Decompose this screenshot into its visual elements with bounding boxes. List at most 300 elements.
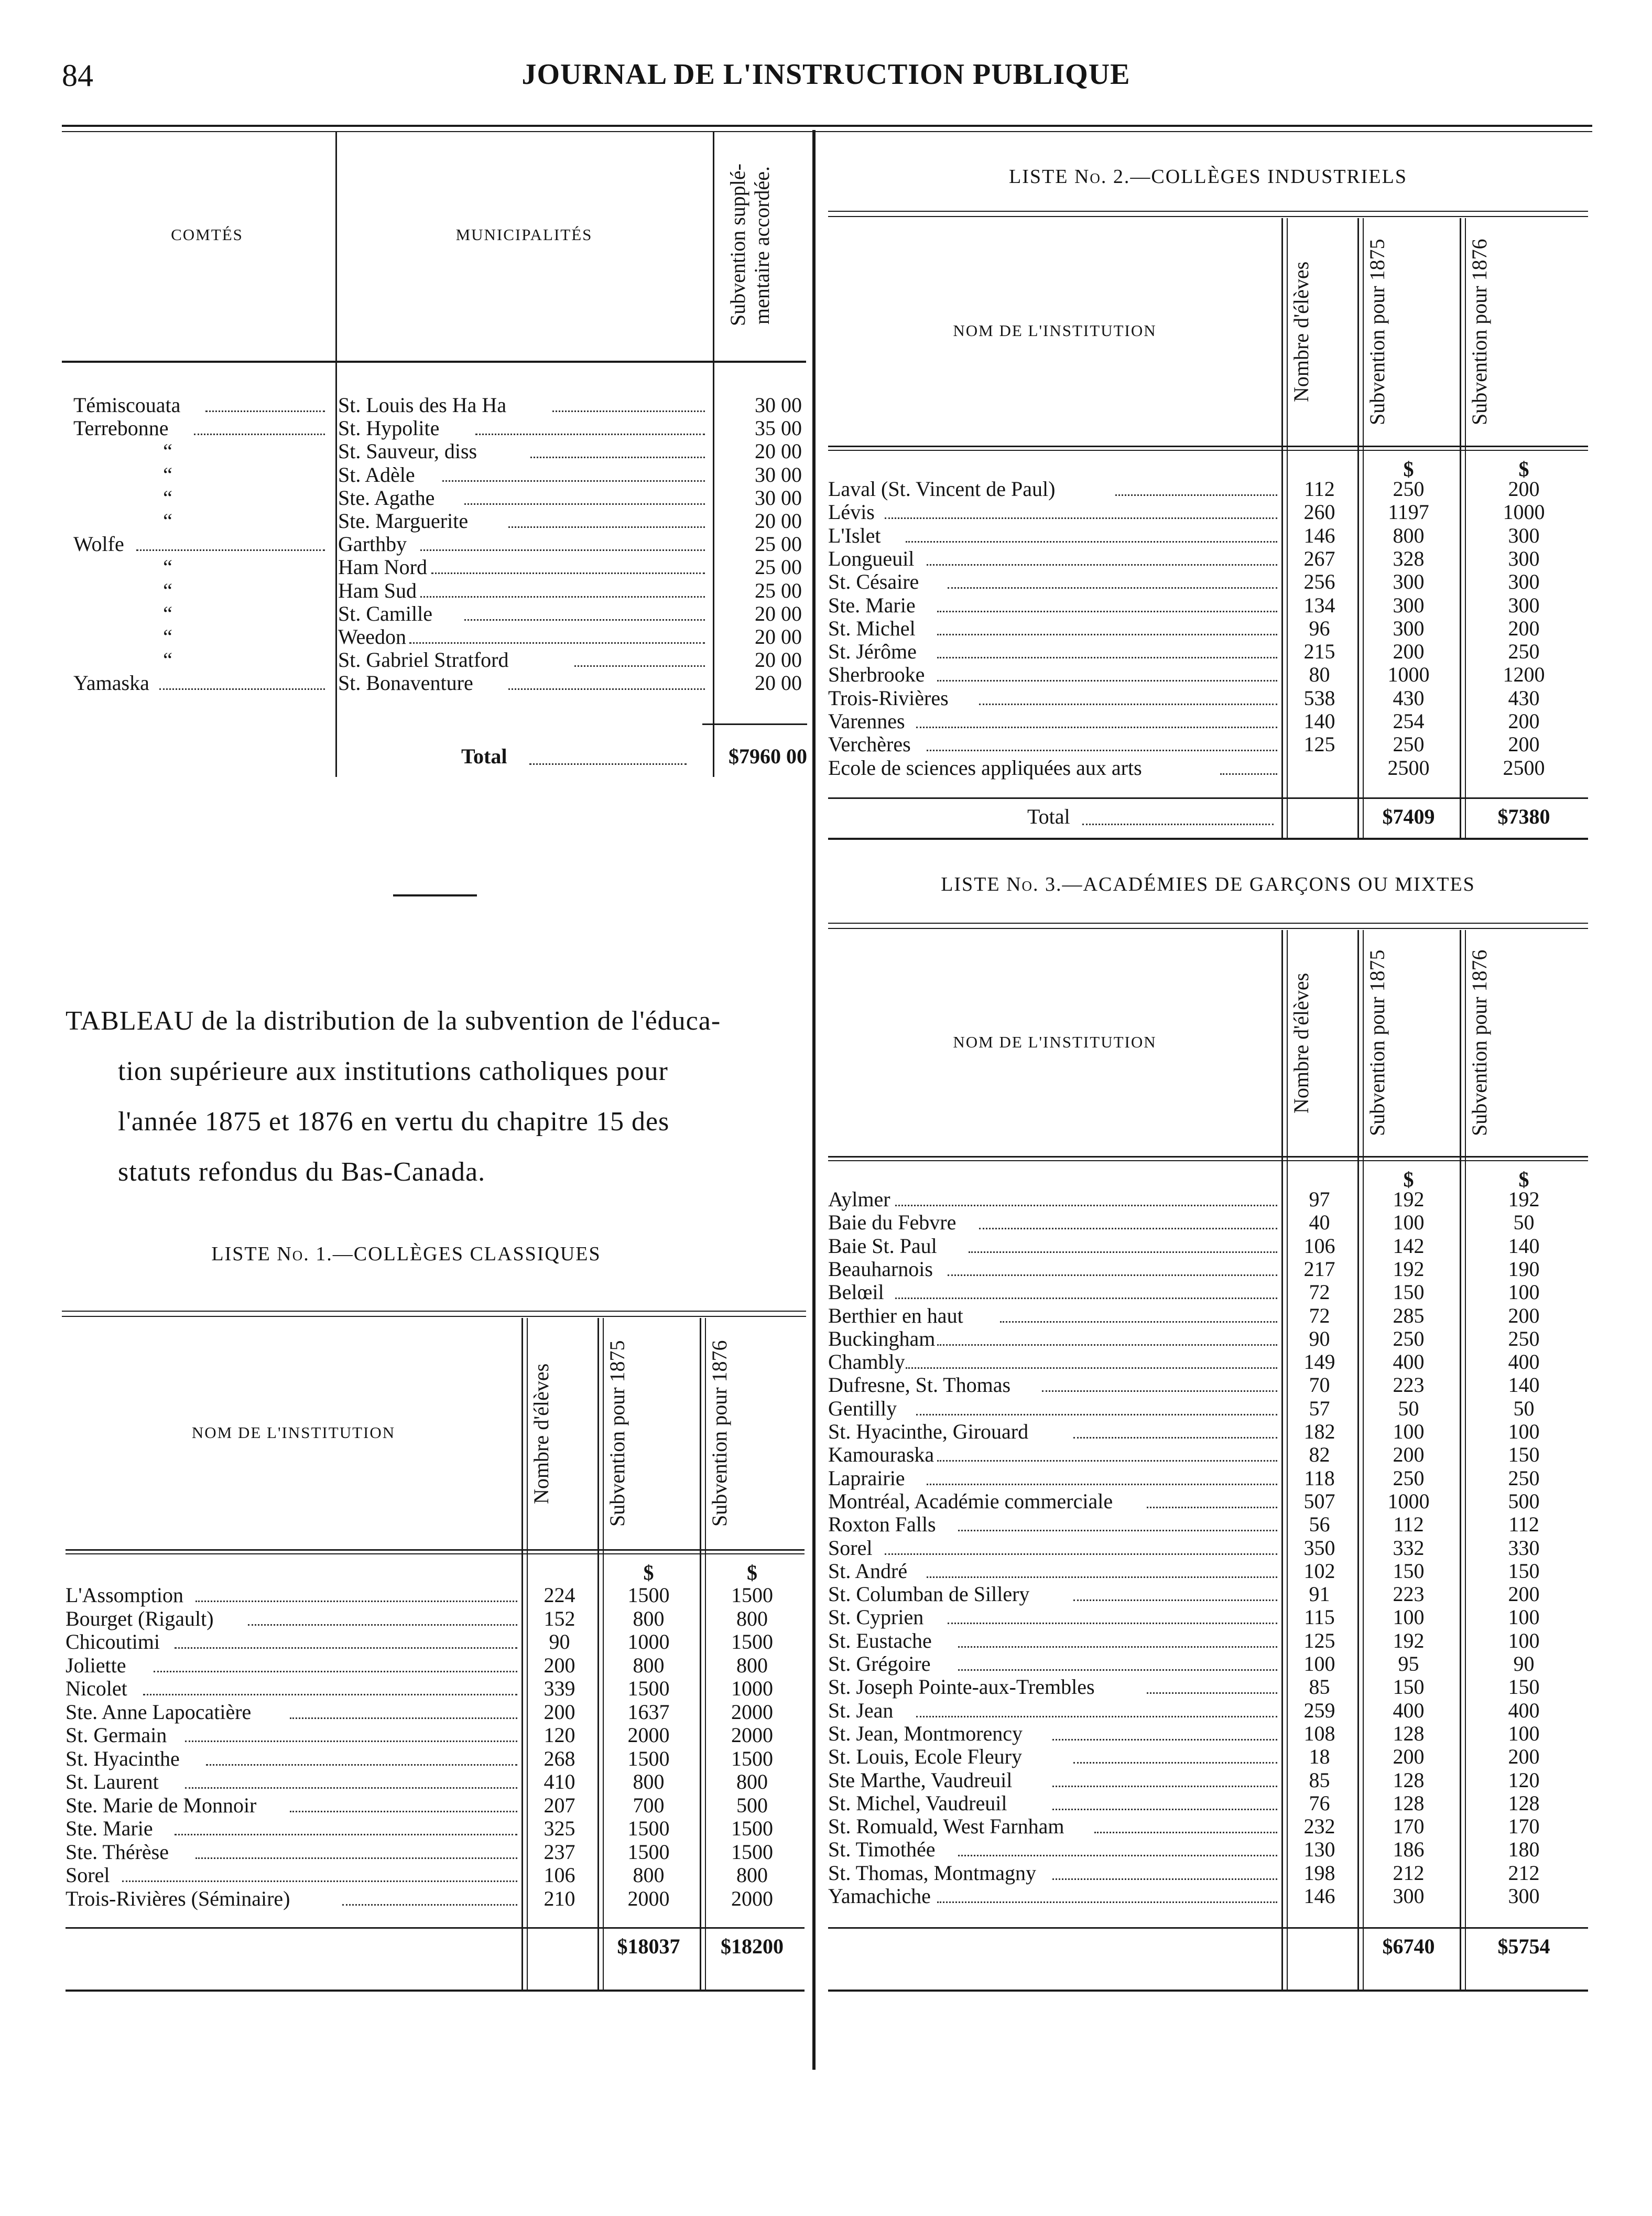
liste3-row — [828, 1699, 1588, 1723]
institution-name: St. Césaire — [828, 570, 919, 594]
subvention-amount: 20 00 — [755, 601, 802, 625]
subvention-1876: 190 — [1508, 1257, 1540, 1281]
subvention-row — [73, 439, 807, 463]
subvention-1876: 170 — [1508, 1814, 1540, 1839]
subvention-1875: 1000 — [1387, 663, 1430, 687]
institution-leader — [195, 1857, 517, 1859]
municipalite-name: St. Hypolite — [338, 416, 440, 440]
comte-name: “ — [163, 555, 172, 579]
liste3-dollar-1875: $ — [1403, 1168, 1414, 1191]
comte-name: “ — [163, 625, 172, 648]
liste2-header-sub1876: Subvention pour 1876 — [1468, 239, 1491, 425]
liste3-row — [828, 1652, 1588, 1676]
liste3-row — [828, 1837, 1588, 1862]
liste3-row — [828, 1768, 1588, 1792]
liste3-header-rule-2 — [828, 1160, 1588, 1161]
subvention-1876: 800 — [736, 1863, 768, 1887]
subvention-1875: 300 — [1393, 1884, 1425, 1908]
subvention-1875: 1500 — [627, 1677, 670, 1700]
subvention-amount: 30 00 — [755, 393, 802, 417]
comte-name: “ — [163, 439, 172, 463]
liste3-row — [828, 1373, 1588, 1397]
institution-leader — [1073, 1762, 1277, 1764]
liste3-row — [828, 1489, 1588, 1514]
subvention-1875: 186 — [1393, 1837, 1425, 1862]
subvention-1875: 100 — [1393, 1605, 1425, 1629]
municipalite-name: St. Louis des Ha Ha — [338, 393, 507, 417]
liste3-row — [828, 1814, 1588, 1839]
subvention-1875: 254 — [1393, 709, 1425, 733]
institution-leader — [1073, 1437, 1277, 1439]
subvention-1876: 128 — [1508, 1791, 1540, 1815]
liste1-bottom-rule — [66, 1990, 805, 1992]
liste1-total-1875: $18037 — [617, 1934, 680, 1958]
eleves-count: 18 — [1309, 1745, 1330, 1769]
municipalite-name: Ste. Agathe — [338, 485, 435, 510]
comte-name: “ — [163, 601, 172, 625]
municipalite-leader — [464, 503, 705, 505]
liste2-row — [828, 663, 1588, 687]
liste3-total-1876: $5754 — [1497, 1934, 1550, 1958]
eleves-count: 339 — [544, 1677, 575, 1700]
institution-name: Roxton Falls — [828, 1512, 936, 1537]
subvention-1875: 1637 — [627, 1700, 670, 1724]
institution-leader — [1052, 1739, 1277, 1741]
subvention-row — [73, 555, 807, 579]
liste1-header-rule-2 — [66, 1553, 805, 1554]
liste1-row — [66, 1770, 805, 1794]
subvention-1876: 200 — [1508, 1303, 1540, 1327]
eleves-count: 134 — [1303, 593, 1335, 617]
liste1-header-sub1876: Subvention pour 1876 — [708, 1340, 731, 1527]
eleves-count: 125 — [1303, 732, 1335, 756]
institution-name: Ste. Thérèse — [66, 1840, 169, 1864]
liste3-row — [828, 1861, 1588, 1885]
institution-leader — [937, 1460, 1277, 1462]
subvention-row — [73, 509, 807, 533]
subvention-1875: 1500 — [627, 1746, 670, 1770]
liste2-row — [828, 524, 1588, 548]
header-subvention: Subvention supplé-mentaire accordée. — [726, 164, 774, 327]
eleves-count: 410 — [544, 1770, 575, 1793]
institution-name: Ecole de sciences appliquées aux arts — [828, 755, 1142, 780]
liste3-row — [828, 1884, 1588, 1908]
subvention-amount: 25 00 — [755, 532, 802, 556]
institution-leader — [927, 564, 1277, 566]
eleves-count: 90 — [549, 1630, 570, 1653]
subvention-1876: 100 — [1508, 1280, 1540, 1304]
liste3-top-rule — [828, 923, 1588, 924]
subvention-1876: 400 — [1508, 1698, 1540, 1722]
subvention-amount: 20 00 — [755, 509, 802, 533]
subvention-row — [73, 463, 807, 487]
liste1-row — [66, 1653, 805, 1678]
liste1-header-eleves: Nombre d'élèves — [529, 1363, 553, 1504]
subvention-1876: 800 — [736, 1606, 768, 1630]
liste1-header-sub1875: Subvention pour 1875 — [605, 1340, 629, 1527]
subvention-1876: 1500 — [731, 1583, 773, 1607]
institution-leader — [290, 1717, 517, 1719]
liste2-row — [828, 617, 1588, 641]
liste3-header-sub1875: Subvention pour 1875 — [1365, 949, 1389, 1137]
institution-name: Joliette — [66, 1653, 126, 1677]
eleves-count: 140 — [1303, 709, 1335, 733]
institution-leader — [958, 1855, 1277, 1856]
liste2-row — [828, 756, 1588, 780]
municipalite-leader — [552, 410, 705, 412]
institution-name: Aylmer — [828, 1187, 890, 1211]
liste2-total-1876: $7380 — [1497, 805, 1550, 828]
municipalite-name: St. Sauveur, diss — [338, 439, 477, 463]
subvention-1875: 400 — [1393, 1350, 1425, 1374]
institution-name: St. Romuald, West Farnham — [828, 1814, 1064, 1839]
subvention-1875: 128 — [1393, 1721, 1425, 1745]
institution-leader — [122, 1880, 517, 1882]
institution-name: Ste Marthe, Vaudreuil — [828, 1768, 1013, 1792]
subvention-1876: 2000 — [731, 1700, 773, 1724]
liste2-total-1875: $7409 — [1382, 805, 1435, 828]
eleves-count: 215 — [1303, 640, 1335, 664]
eleves-count: 70 — [1309, 1373, 1330, 1397]
eleves-count: 106 — [544, 1863, 575, 1887]
municipalite-name: St. Bonaventure — [338, 671, 473, 695]
liste3-row — [828, 1675, 1588, 1699]
comte-name: Yamaska — [73, 671, 149, 695]
municipalite-leader — [431, 572, 705, 574]
subvention-1875: 250 — [1393, 477, 1425, 501]
subvention-1875: 212 — [1393, 1861, 1425, 1885]
subvention-amount: 20 00 — [755, 439, 802, 463]
eleves-count: 198 — [1303, 1861, 1335, 1885]
institution-leader — [885, 1553, 1277, 1555]
liste1-row — [66, 1700, 805, 1724]
liste3-row — [828, 1257, 1588, 1281]
institution-name: L'Islet — [828, 523, 881, 547]
subvention-1876: 50 — [1513, 1210, 1535, 1235]
comte-leader — [136, 549, 325, 551]
subvention-1875: 150 — [1393, 1280, 1425, 1304]
subvention-1876: 300 — [1508, 570, 1540, 594]
liste3-row — [828, 1466, 1588, 1490]
subvention-row — [73, 532, 807, 556]
subvention-1875: 200 — [1393, 640, 1425, 664]
subvention-1875: 200 — [1393, 1443, 1425, 1467]
subvention-1876: 212 — [1508, 1861, 1540, 1885]
institution-name: St. Joseph Pointe-aux-Trembles — [828, 1675, 1095, 1699]
institution-leader — [290, 1811, 517, 1812]
institution-name: St. Eustache — [828, 1628, 932, 1652]
subvention-1875: 223 — [1393, 1373, 1425, 1397]
liste3-row — [828, 1280, 1588, 1304]
municipalite-leader — [464, 619, 705, 621]
subvention-1876: 200 — [1508, 1582, 1540, 1606]
subvention-amount: 30 00 — [755, 462, 802, 487]
liste2-title: LISTE No. 2.—COLLÈGES INDUSTRIELS — [1009, 166, 1407, 188]
journal-title: JOURNAL DE L'INSTRUCTION PUBLIQUE — [521, 58, 1131, 91]
subvention-1876: 300 — [1508, 523, 1540, 547]
institution-name: St. Michel, Vaudreuil — [828, 1791, 1007, 1815]
eleves-count: 232 — [1303, 1814, 1335, 1839]
subvention-1876: 140 — [1508, 1234, 1540, 1258]
subv-total-label: Total — [461, 744, 507, 768]
subvention-1875: 800 — [633, 1653, 665, 1677]
subvention-1875: 800 — [1393, 523, 1425, 547]
subvention-1875: 1197 — [1388, 500, 1429, 524]
subvention-1876: 1500 — [731, 1840, 773, 1864]
eleves-count: 130 — [1303, 1837, 1335, 1862]
liste3-row — [828, 1350, 1588, 1374]
eleves-count: 259 — [1303, 1698, 1335, 1722]
comte-leader — [159, 688, 325, 690]
institution-leader — [906, 541, 1277, 543]
subvention-1875: 223 — [1393, 1582, 1425, 1606]
subvention-1876: 430 — [1508, 686, 1540, 710]
eleves-count: 115 — [1304, 1605, 1335, 1629]
institution-leader — [927, 750, 1277, 751]
comte-leader — [194, 434, 325, 435]
liste3-total-1875: $6740 — [1382, 1934, 1435, 1958]
liste2-row — [828, 547, 1588, 571]
liste1-row — [66, 1863, 805, 1887]
header-rule-thin — [62, 131, 1592, 132]
institution-leader — [937, 1901, 1277, 1903]
section-separator — [393, 894, 477, 896]
eleves-count: 224 — [544, 1583, 575, 1607]
institution-name: St. André — [828, 1559, 908, 1583]
liste3-row — [828, 1187, 1588, 1212]
liste1-row — [66, 1817, 805, 1841]
institution-name: St. Grégoire — [828, 1652, 931, 1675]
subvention-1876: 200 — [1508, 616, 1540, 640]
institution-leader — [1042, 1390, 1277, 1392]
subvention-amount: 20 00 — [755, 671, 802, 695]
subvention-1876: 150 — [1508, 1675, 1540, 1699]
institution-leader — [1052, 1786, 1277, 1787]
institution-leader — [1115, 494, 1277, 496]
eleves-count: 538 — [1303, 686, 1335, 710]
subvention-1876: 250 — [1508, 1466, 1540, 1490]
subvention-1875: 2500 — [1387, 755, 1430, 780]
institution-name: Sorel — [828, 1536, 873, 1560]
subvention-1876: 800 — [736, 1770, 768, 1793]
institution-leader — [969, 1251, 1277, 1253]
eleves-count: 149 — [1303, 1350, 1335, 1374]
page-number: 84 — [62, 58, 93, 93]
subvention-1876: 200 — [1508, 732, 1540, 756]
eleves-count: 182 — [1303, 1420, 1335, 1443]
institution-name: Sherbrooke — [828, 663, 925, 687]
institution-leader — [1052, 1878, 1277, 1880]
eleves-count: 268 — [544, 1746, 575, 1770]
eleves-count: 90 — [1309, 1326, 1330, 1350]
institution-name: Trois-Rivières (Séminaire) — [66, 1886, 290, 1910]
institution-name: Bourget (Rigault) — [66, 1606, 214, 1630]
liste3-row — [828, 1629, 1588, 1653]
subvention-1875: 142 — [1393, 1234, 1425, 1258]
subvention-1876: 200 — [1508, 709, 1540, 733]
subvention-1875: 95 — [1398, 1652, 1419, 1675]
subvention-1875: 128 — [1393, 1791, 1425, 1815]
subvention-1876: 400 — [1508, 1350, 1540, 1374]
subvention-row — [73, 416, 807, 440]
institution-leader — [1147, 1507, 1277, 1508]
subvention-1875: 332 — [1393, 1536, 1425, 1560]
liste3-header-rule — [828, 1156, 1588, 1158]
liste2-total-leader — [1082, 805, 1274, 825]
institution-name: L'Assomption — [66, 1583, 183, 1607]
liste3-row — [828, 1791, 1588, 1815]
institution-name: St. Cyprien — [828, 1605, 924, 1629]
eleves-count: 112 — [1304, 477, 1335, 501]
subvention-1876: 150 — [1508, 1443, 1540, 1467]
institution-leader — [916, 1414, 1277, 1415]
institution-name: Ste. Marie — [828, 593, 916, 617]
subvention-1875: 170 — [1393, 1814, 1425, 1839]
subvention-1876: 150 — [1508, 1559, 1540, 1583]
institution-name: Belœil — [828, 1280, 884, 1304]
institution-leader — [937, 1344, 1277, 1346]
subvention-1876: 250 — [1508, 1326, 1540, 1350]
institution-leader — [937, 657, 1277, 658]
subvention-1876: 1000 — [731, 1677, 773, 1700]
subvention-1876: 2000 — [731, 1723, 773, 1747]
liste1-row — [66, 1723, 805, 1747]
liste2-row — [828, 570, 1588, 594]
liste1-row — [66, 1630, 805, 1654]
institution-name: St. Michel — [828, 616, 916, 640]
subvention-1876: 100 — [1508, 1721, 1540, 1745]
liste2-header-rule-2 — [828, 450, 1588, 451]
institution-leader — [143, 1694, 517, 1695]
liste1-row — [66, 1747, 805, 1771]
subvention-1875: 430 — [1393, 686, 1425, 710]
comte-name: Terrebonne — [73, 416, 169, 440]
institution-name: St. Hyacinthe, Girouard — [828, 1420, 1029, 1443]
institution-leader — [906, 1367, 1277, 1369]
liste2-top-rule-2 — [828, 216, 1588, 217]
subvention-1876: 1000 — [1503, 500, 1545, 524]
eleves-count: 507 — [1303, 1489, 1335, 1513]
municipalite-leader — [530, 457, 705, 458]
eleves-count: 85 — [1309, 1768, 1330, 1792]
eleves-count: 57 — [1309, 1396, 1330, 1420]
liste2-row — [828, 686, 1588, 710]
institution-leader — [927, 1484, 1277, 1485]
header-municipalites: MUNICIPALITÉS — [455, 225, 593, 244]
liste3-row — [828, 1420, 1588, 1444]
institution-name: Verchères — [828, 732, 911, 756]
subvention-1876: 1500 — [731, 1746, 773, 1770]
subvention-1876: 330 — [1508, 1536, 1540, 1560]
subvention-1875: 250 — [1393, 732, 1425, 756]
subvention-1875: 150 — [1393, 1675, 1425, 1699]
institution-leader — [185, 1741, 517, 1742]
subvention-amount: 25 00 — [755, 578, 802, 602]
eleves-count: 97 — [1309, 1187, 1330, 1211]
liste1-total-rule — [66, 1927, 805, 1929]
institution-name: Nicolet — [66, 1677, 127, 1700]
eleves-count: 267 — [1303, 546, 1335, 570]
institution-leader — [937, 680, 1277, 682]
subvention-1875: 1500 — [627, 1840, 670, 1864]
liste3-header-sub1876: Subvention pour 1876 — [1468, 949, 1491, 1137]
institution-leader — [895, 1298, 1277, 1299]
municipalite-leader — [508, 526, 705, 528]
subvention-1875: 400 — [1393, 1698, 1425, 1722]
municipalite-leader — [442, 480, 705, 482]
liste3-row — [828, 1210, 1588, 1235]
institution-leader — [979, 1228, 1277, 1229]
liste2-header-rule — [828, 446, 1588, 447]
municipalite-leader — [420, 596, 705, 598]
subvention-amount: 35 00 — [755, 416, 802, 440]
eleves-count: 85 — [1309, 1675, 1330, 1699]
subvention-1875: 100 — [1393, 1210, 1425, 1235]
subvention-amount: 30 00 — [755, 485, 802, 510]
eleves-count: 100 — [1303, 1652, 1335, 1675]
institution-leader — [948, 1274, 1277, 1276]
subvention-1875: 328 — [1393, 546, 1425, 570]
subvention-1875: 2000 — [627, 1886, 670, 1910]
liste1-top-rule — [62, 1311, 806, 1312]
liste2-row — [828, 709, 1588, 733]
liste3-row — [828, 1559, 1588, 1583]
liste3-title: LISTE No. 3.—ACADÉMIES DE GARÇONS OU MIXTES — [941, 873, 1475, 895]
institution-leader — [1094, 1832, 1277, 1833]
municipalite-name: St. Gabriel Stratford — [338, 648, 509, 672]
liste3-row — [828, 1605, 1588, 1629]
liste1-dollar-1876: $ — [747, 1561, 757, 1584]
eleves-count: 56 — [1309, 1512, 1330, 1537]
institution-leader — [342, 1904, 517, 1906]
subvention-1876: 100 — [1508, 1605, 1540, 1629]
institution-leader — [1220, 773, 1277, 775]
column-divider — [812, 130, 816, 2070]
liste1-row — [66, 1677, 805, 1701]
subvention-1876: 300 — [1508, 593, 1540, 617]
subvention-1875: 700 — [633, 1793, 665, 1817]
subvention-1875: 1000 — [1387, 1489, 1430, 1513]
subvention-1875: 150 — [1393, 1559, 1425, 1583]
institution-name: Laprairie — [828, 1466, 905, 1490]
liste2-row — [828, 477, 1588, 501]
eleves-count: 40 — [1309, 1210, 1330, 1235]
subvention-row — [73, 671, 807, 695]
liste2-header-sub1875: Subvention pour 1875 — [1365, 239, 1389, 425]
liste2-dollar-1876: $ — [1518, 457, 1529, 481]
liste3-total-rule — [828, 1927, 1588, 1929]
subvention-1876: 100 — [1508, 1628, 1540, 1652]
subvention-1875: 100 — [1393, 1420, 1425, 1443]
institution-name: St. Jérôme — [828, 640, 917, 664]
institution-name: Trois-Rivières — [828, 686, 949, 710]
subvention-1876: 250 — [1508, 640, 1540, 664]
subvention-row — [73, 393, 807, 417]
municipalite-name: Ham Nord — [338, 555, 427, 579]
subvention-1875: 250 — [1393, 1466, 1425, 1490]
subvention-row — [73, 648, 807, 672]
institution-leader — [958, 1646, 1277, 1648]
institution-name: Sorel — [66, 1863, 110, 1887]
liste2-row — [828, 640, 1588, 664]
municipalite-leader — [508, 688, 705, 690]
comte-name: “ — [163, 462, 172, 487]
institution-name: Montréal, Académie commerciale — [828, 1489, 1113, 1513]
institution-name: Kamouraska — [828, 1443, 934, 1467]
subvention-1876: 1200 — [1503, 663, 1545, 687]
institution-name: Chicoutimi — [66, 1630, 160, 1653]
institution-leader — [979, 704, 1277, 705]
